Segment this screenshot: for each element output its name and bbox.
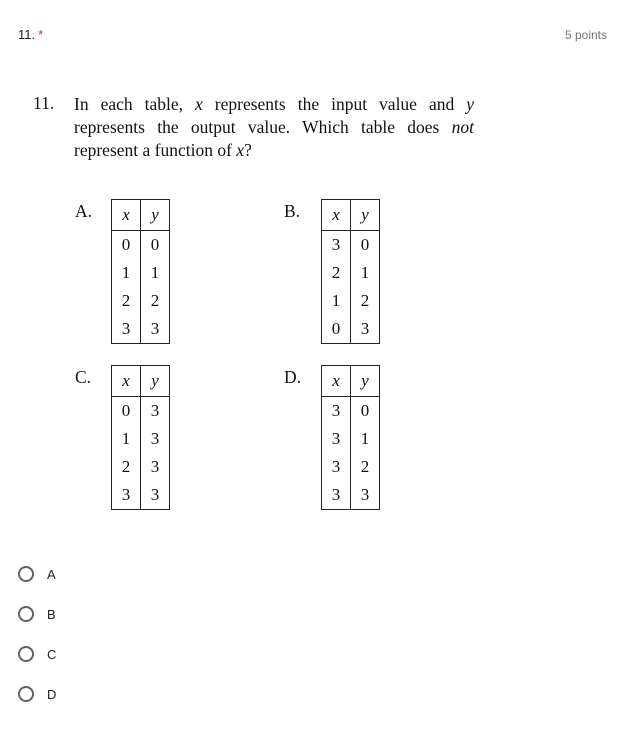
choice-label: B: [47, 606, 56, 622]
radio-icon[interactable]: [18, 686, 34, 702]
option-c-letter: C.: [75, 367, 92, 387]
option-a-letter: A.: [75, 201, 93, 221]
choice-b[interactable]: [18, 603, 56, 625]
radio-icon[interactable]: [18, 606, 34, 622]
table-d: x y 3 0 3 1 3 2 3 3: [321, 365, 380, 510]
table-c: x y 0 3 1 3 2 3 3 3: [111, 365, 170, 510]
choice-label: A: [47, 566, 56, 582]
required-asterisk: *: [38, 27, 44, 42]
points-label: 5 points: [564, 28, 607, 42]
option-d-letter: D.: [284, 367, 302, 387]
problem-number: 11.: [33, 93, 55, 113]
table-b: x y 3 0 2 1 1 2 0 3: [321, 199, 380, 344]
problem-text: In each table, x represents the input value and y represents the output value. Which table does not represent a function of x?: [74, 94, 474, 160]
choice-label: D: [47, 686, 57, 702]
choice-label: C: [47, 646, 57, 662]
question-header: [18, 27, 43, 42]
choice-d[interactable]: [18, 683, 56, 705]
radio-icon[interactable]: [18, 566, 34, 582]
table-a: x y 0 0 1 1 2 2 3 3: [111, 199, 170, 344]
radio-icon[interactable]: [18, 646, 34, 662]
choice-c[interactable]: [18, 643, 56, 665]
question-number: 11.: [18, 27, 36, 42]
option-b-letter: B.: [284, 201, 301, 221]
choice-a[interactable]: [18, 563, 56, 585]
